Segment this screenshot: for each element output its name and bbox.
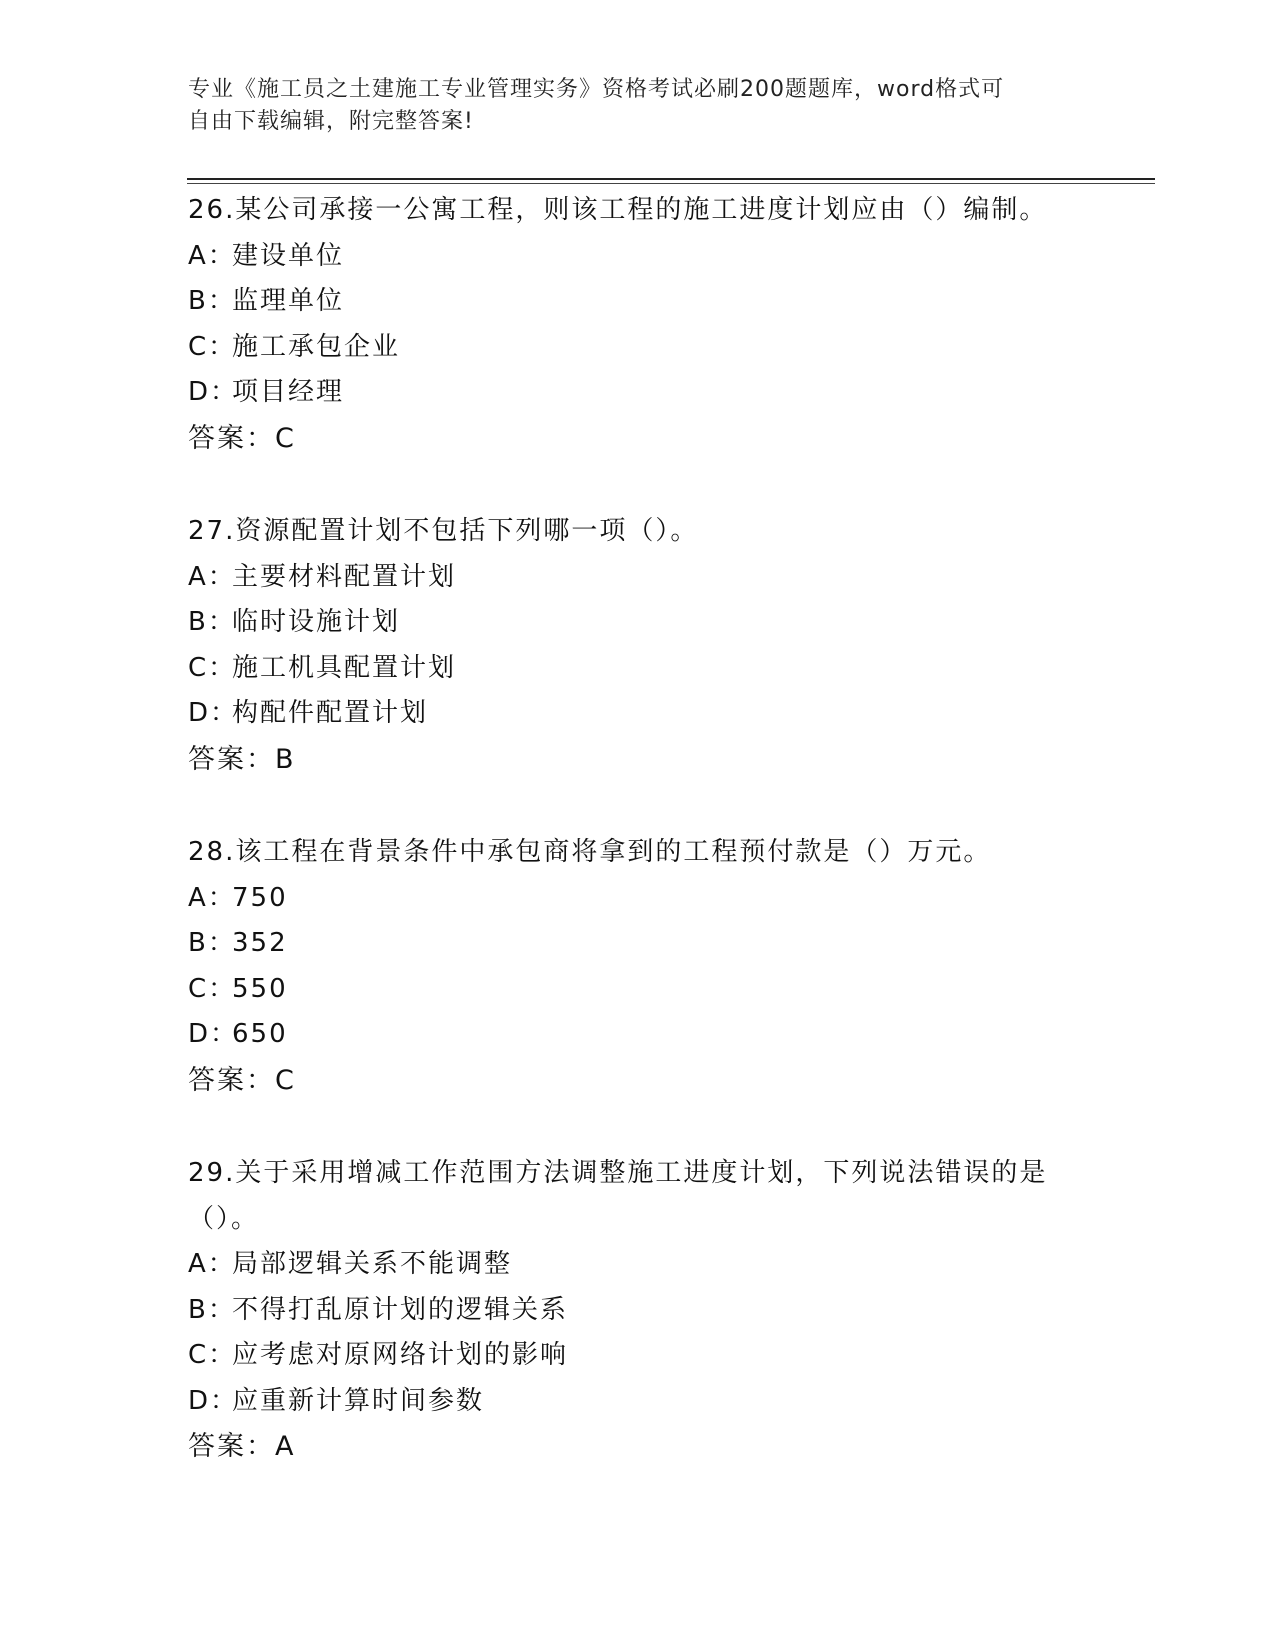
option-c	[188, 967, 1088, 1013]
option-key: D：	[188, 1019, 239, 1049]
option-d	[188, 370, 1088, 416]
option-text: 建设单位	[232, 240, 345, 271]
question-text: 28.该工程在背景条件中承包商将拿到的工程预付款是（）万元。	[188, 837, 992, 867]
answer-line: 答案：C	[188, 1064, 296, 1096]
option-key: C：	[188, 331, 237, 362]
answer-line: 答案：A	[188, 1431, 296, 1462]
option-b	[188, 1288, 1088, 1334]
option-text: 不得打乱原计划的逻辑关系	[232, 1294, 569, 1325]
answer-line: 答案：B	[188, 743, 296, 775]
option-key: A：	[188, 882, 236, 913]
option-text: 750	[232, 882, 288, 913]
option-text: 项目经理	[232, 377, 345, 407]
option-key: A：	[188, 1249, 236, 1279]
option-text: 352	[232, 928, 288, 958]
option-d	[188, 691, 1088, 737]
header-line-1: 专业《施工员之土建施工专业管理实务》资格考试必刷200题题库，word格式可	[188, 77, 1005, 102]
question-text: 26.某公司承接一公寓工程，则该工程的施工进度计划应由（）编制。	[188, 195, 1048, 225]
option-key: D：	[188, 377, 239, 407]
header-divider-thick	[187, 178, 1155, 180]
option-c	[188, 325, 1088, 371]
option-key: C：	[188, 652, 237, 683]
option-key: B：	[188, 607, 236, 637]
header-line-2: 自由下载编辑，附完整答案!	[188, 109, 474, 134]
option-text: 550	[232, 973, 288, 1004]
question-text: 27.资源配置计划不包括下列哪一项（）。	[188, 516, 699, 546]
option-d	[188, 1012, 1088, 1058]
option-text: 施工承包企业	[232, 331, 401, 362]
option-a	[188, 1242, 1088, 1288]
question-item	[188, 188, 1088, 461]
document-header	[188, 74, 1078, 138]
option-text: 施工机具配置计划	[232, 652, 457, 683]
option-key: B：	[188, 1294, 236, 1325]
option-text: 局部逻辑关系不能调整	[232, 1249, 513, 1279]
option-key: D：	[188, 1385, 239, 1416]
option-d	[188, 1379, 1088, 1425]
option-text: 监理单位	[232, 286, 345, 316]
question-item	[188, 830, 1088, 1103]
option-key: A：	[188, 240, 236, 271]
option-text: 构配件配置计划	[232, 698, 429, 728]
option-c	[188, 1333, 1088, 1379]
question-item	[188, 509, 1088, 782]
option-b	[188, 279, 1088, 325]
option-key: D：	[188, 698, 239, 728]
question-list	[188, 188, 1088, 1518]
option-b	[188, 921, 1088, 967]
question-item	[188, 1151, 1088, 1470]
option-text: 应重新计算时间参数	[232, 1385, 485, 1416]
option-a	[188, 555, 1088, 601]
option-a	[188, 234, 1088, 280]
option-key: C：	[188, 1340, 237, 1370]
option-key: C：	[188, 973, 237, 1004]
header-divider-thin	[187, 183, 1155, 184]
question-text: 29.关于采用增减工作范围方法调整施工进度计划，下列说法错误的是（）。	[188, 1158, 1048, 1234]
option-b	[188, 600, 1088, 646]
option-key: B：	[188, 928, 236, 958]
answer-line: 答案：C	[188, 422, 296, 454]
option-a	[188, 876, 1088, 922]
option-key: B：	[188, 286, 236, 316]
option-text: 应考虑对原网络计划的影响	[232, 1340, 569, 1370]
option-text: 650	[232, 1019, 288, 1049]
option-text: 临时设施计划	[232, 607, 401, 637]
option-c	[188, 646, 1088, 692]
option-text: 主要材料配置计划	[232, 561, 457, 592]
option-key: A：	[188, 561, 236, 592]
